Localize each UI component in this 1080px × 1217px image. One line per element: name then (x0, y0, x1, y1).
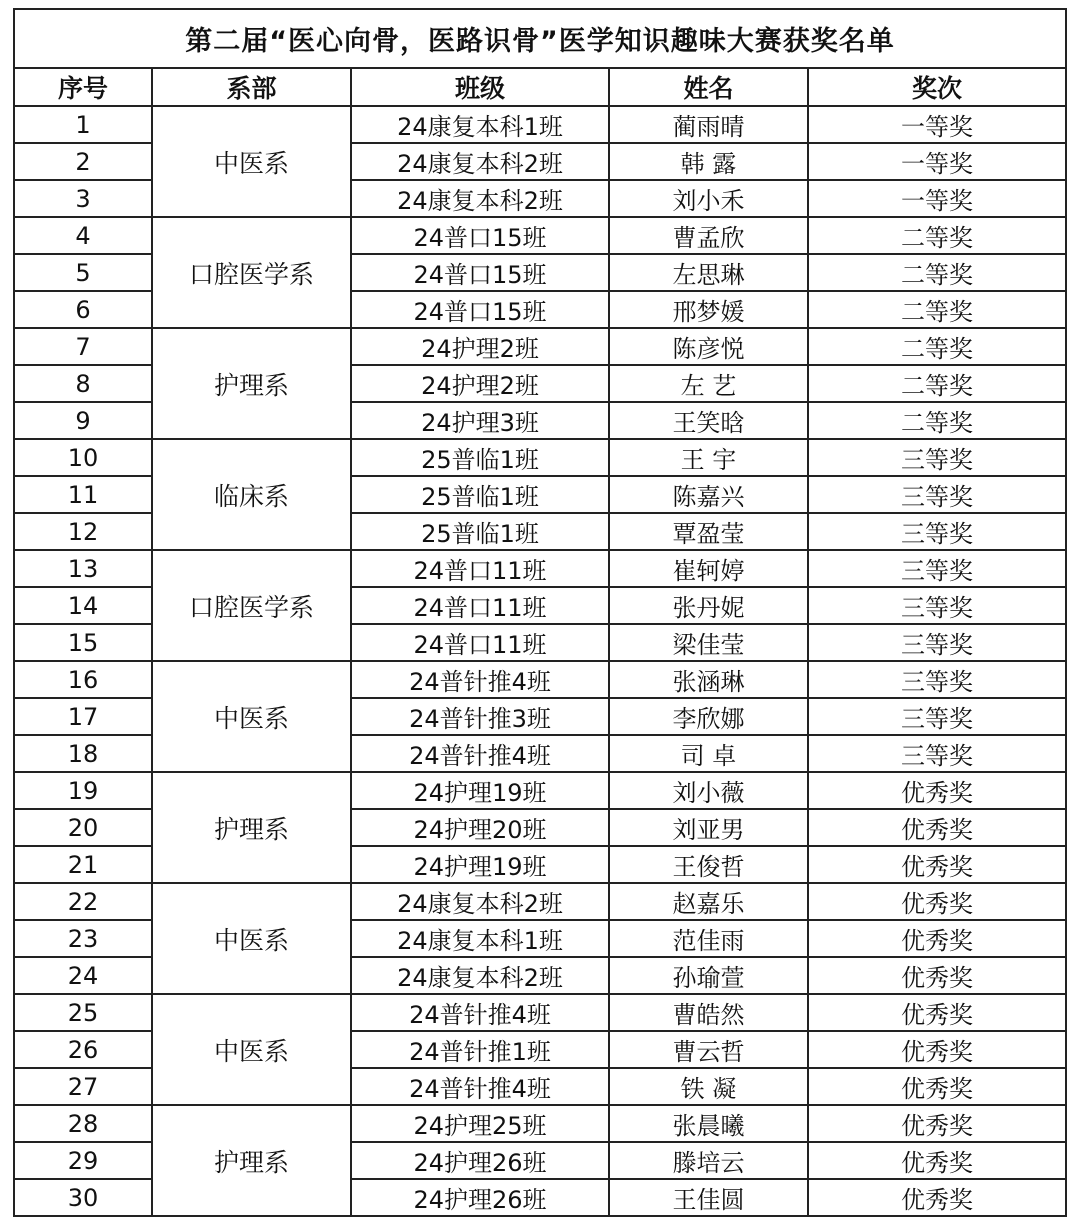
row-index-cell: 19 (14, 772, 152, 809)
row-index-cell: 12 (14, 513, 152, 550)
class-cell: 24护理2班 (351, 365, 609, 402)
department-cell: 护理系 (152, 1105, 351, 1216)
award-cell: 二等奖 (808, 402, 1066, 439)
name-cell: 张丹妮 (609, 587, 808, 624)
award-cell: 三等奖 (808, 698, 1066, 735)
header-name: 姓名 (609, 68, 808, 106)
department-cell: 临床系 (152, 439, 351, 550)
name-cell: 刘小薇 (609, 772, 808, 809)
name-cell: 张晨曦 (609, 1105, 808, 1142)
class-cell: 24护理26班 (351, 1142, 609, 1179)
class-cell: 24康复本科2班 (351, 957, 609, 994)
class-cell: 24普针推4班 (351, 994, 609, 1031)
row-index-cell: 20 (14, 809, 152, 846)
class-cell: 24普口11班 (351, 550, 609, 587)
table-row (14, 106, 1066, 143)
class-cell: 25普临1班 (351, 513, 609, 550)
name-cell: 左 艺 (609, 365, 808, 402)
row-index-cell: 28 (14, 1105, 152, 1142)
award-cell: 三等奖 (808, 550, 1066, 587)
class-cell: 25普临1班 (351, 439, 609, 476)
class-cell: 24康复本科1班 (351, 106, 609, 143)
name-cell: 韩 露 (609, 143, 808, 180)
award-cell: 优秀奖 (808, 1068, 1066, 1105)
name-cell: 王佳圆 (609, 1179, 808, 1216)
name-cell: 王俊哲 (609, 846, 808, 883)
row-index-cell: 5 (14, 254, 152, 291)
row-index-cell: 27 (14, 1068, 152, 1105)
row-index-cell: 8 (14, 365, 152, 402)
department-cell: 口腔医学系 (152, 217, 351, 328)
department-cell: 中医系 (152, 994, 351, 1105)
name-cell: 陈嘉兴 (609, 476, 808, 513)
award-cell: 优秀奖 (808, 772, 1066, 809)
name-cell: 铁 凝 (609, 1068, 808, 1105)
award-cell: 三等奖 (808, 661, 1066, 698)
row-index-cell: 3 (14, 180, 152, 217)
class-cell: 24普针推4班 (351, 1068, 609, 1105)
page-title: 第二届“医心向骨，医路识骨”医学知识趣味大赛获奖名单 (14, 9, 1066, 68)
row-index-cell: 18 (14, 735, 152, 772)
row-index-cell: 13 (14, 550, 152, 587)
row-index-cell: 15 (14, 624, 152, 661)
class-cell: 24护理26班 (351, 1179, 609, 1216)
row-index-cell: 26 (14, 1031, 152, 1068)
header-row (14, 68, 1066, 106)
class-cell: 24普口11班 (351, 624, 609, 661)
table-row (14, 994, 1066, 1031)
class-cell: 24普口15班 (351, 291, 609, 328)
name-cell: 王笑晗 (609, 402, 808, 439)
department-cell: 中医系 (152, 106, 351, 217)
class-cell: 24护理19班 (351, 846, 609, 883)
department-cell: 口腔医学系 (152, 550, 351, 661)
award-cell: 优秀奖 (808, 994, 1066, 1031)
award-cell: 优秀奖 (808, 957, 1066, 994)
award-cell: 二等奖 (808, 291, 1066, 328)
award-cell: 优秀奖 (808, 1179, 1066, 1216)
award-cell: 二等奖 (808, 328, 1066, 365)
name-cell: 梁佳莹 (609, 624, 808, 661)
department-cell: 中医系 (152, 883, 351, 994)
row-index-cell: 6 (14, 291, 152, 328)
row-index-cell: 2 (14, 143, 152, 180)
row-index-cell: 1 (14, 106, 152, 143)
name-cell: 张涵琳 (609, 661, 808, 698)
award-cell: 三等奖 (808, 624, 1066, 661)
award-list-sheet (13, 8, 1065, 1217)
row-index-cell: 22 (14, 883, 152, 920)
class-cell: 24普口15班 (351, 217, 609, 254)
row-index-cell: 14 (14, 587, 152, 624)
row-index-cell: 16 (14, 661, 152, 698)
row-index-cell: 11 (14, 476, 152, 513)
award-cell: 二等奖 (808, 217, 1066, 254)
class-cell: 25普临1班 (351, 476, 609, 513)
name-cell: 赵嘉乐 (609, 883, 808, 920)
class-cell: 24康复本科2班 (351, 143, 609, 180)
row-index-cell: 29 (14, 1142, 152, 1179)
name-cell: 崔轲婷 (609, 550, 808, 587)
row-index-cell: 7 (14, 328, 152, 365)
class-cell: 24普口15班 (351, 254, 609, 291)
name-cell: 覃盈莹 (609, 513, 808, 550)
department-cell: 护理系 (152, 328, 351, 439)
class-cell: 24康复本科2班 (351, 883, 609, 920)
award-cell: 三等奖 (808, 587, 1066, 624)
name-cell: 曹云哲 (609, 1031, 808, 1068)
award-table (13, 8, 1067, 1217)
award-cell: 一等奖 (808, 143, 1066, 180)
row-index-cell: 25 (14, 994, 152, 1031)
class-cell: 24康复本科1班 (351, 920, 609, 957)
department-cell: 护理系 (152, 772, 351, 883)
table-row (14, 883, 1066, 920)
name-cell: 曹皓然 (609, 994, 808, 1031)
table-row (14, 550, 1066, 587)
table-row (14, 661, 1066, 698)
name-cell: 邢梦媛 (609, 291, 808, 328)
class-cell: 24普针推3班 (351, 698, 609, 735)
class-cell: 24护理20班 (351, 809, 609, 846)
award-cell: 优秀奖 (808, 1105, 1066, 1142)
name-cell: 刘小禾 (609, 180, 808, 217)
name-cell: 司 卓 (609, 735, 808, 772)
award-cell: 三等奖 (808, 735, 1066, 772)
row-index-cell: 9 (14, 402, 152, 439)
table-row (14, 772, 1066, 809)
name-cell: 李欣娜 (609, 698, 808, 735)
table-row (14, 1105, 1066, 1142)
award-cell: 二等奖 (808, 254, 1066, 291)
row-index-cell: 23 (14, 920, 152, 957)
award-cell: 优秀奖 (808, 809, 1066, 846)
class-cell: 24护理25班 (351, 1105, 609, 1142)
name-cell: 范佳雨 (609, 920, 808, 957)
header-index: 序号 (14, 68, 152, 106)
header-department: 系部 (152, 68, 351, 106)
award-cell: 优秀奖 (808, 920, 1066, 957)
class-cell: 24普针推4班 (351, 661, 609, 698)
table-row (14, 328, 1066, 365)
award-cell: 优秀奖 (808, 846, 1066, 883)
table-body (14, 106, 1066, 1216)
row-index-cell: 17 (14, 698, 152, 735)
award-cell: 一等奖 (808, 106, 1066, 143)
award-cell: 三等奖 (808, 476, 1066, 513)
department-cell: 中医系 (152, 661, 351, 772)
title-row (14, 9, 1066, 68)
header-class: 班级 (351, 68, 609, 106)
name-cell: 王 宇 (609, 439, 808, 476)
class-cell: 24普针推4班 (351, 735, 609, 772)
name-cell: 陈彦悦 (609, 328, 808, 365)
header-award: 奖次 (808, 68, 1066, 106)
class-cell: 24护理2班 (351, 328, 609, 365)
class-cell: 24康复本科2班 (351, 180, 609, 217)
table-row (14, 439, 1066, 476)
name-cell: 滕培云 (609, 1142, 808, 1179)
class-cell: 24普口11班 (351, 587, 609, 624)
row-index-cell: 24 (14, 957, 152, 994)
name-cell: 左思琳 (609, 254, 808, 291)
award-cell: 三等奖 (808, 513, 1066, 550)
name-cell: 孙瑜萱 (609, 957, 808, 994)
award-cell: 优秀奖 (808, 1142, 1066, 1179)
class-cell: 24普针推1班 (351, 1031, 609, 1068)
row-index-cell: 10 (14, 439, 152, 476)
row-index-cell: 21 (14, 846, 152, 883)
award-cell: 一等奖 (808, 180, 1066, 217)
row-index-cell: 30 (14, 1179, 152, 1216)
award-cell: 优秀奖 (808, 1031, 1066, 1068)
award-cell: 三等奖 (808, 439, 1066, 476)
class-cell: 24护理3班 (351, 402, 609, 439)
name-cell: 蔺雨晴 (609, 106, 808, 143)
name-cell: 刘亚男 (609, 809, 808, 846)
name-cell: 曹孟欣 (609, 217, 808, 254)
award-cell: 二等奖 (808, 365, 1066, 402)
class-cell: 24护理19班 (351, 772, 609, 809)
award-cell: 优秀奖 (808, 883, 1066, 920)
table-row (14, 217, 1066, 254)
row-index-cell: 4 (14, 217, 152, 254)
